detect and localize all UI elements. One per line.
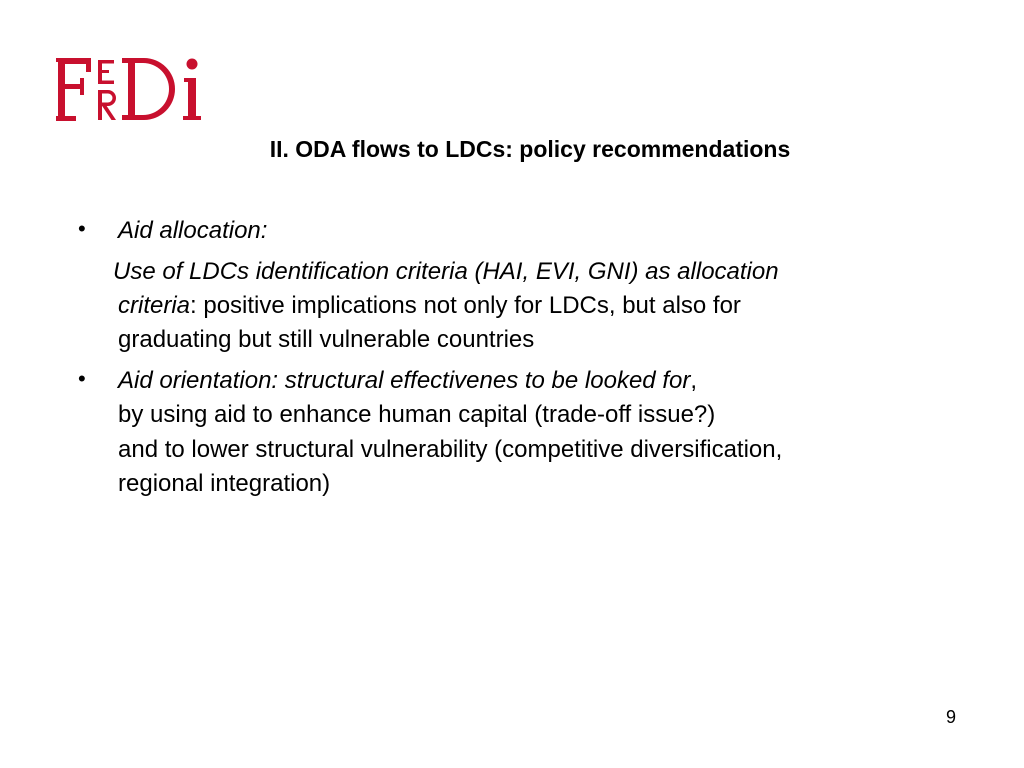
bullet-text-plain: : positive implications not only for LDCs, but also for xyxy=(190,292,741,319)
bullet-heading: Aid allocation: xyxy=(118,217,268,244)
bullet-text-line xyxy=(118,289,741,323)
ferdi-logo xyxy=(56,50,226,126)
bullet-heading-suffix: , xyxy=(690,367,697,394)
slide-title: II. ODA flows to LDCs: policy recommendations xyxy=(269,136,791,162)
bullet-text-line: graduating but still vulnerable countries xyxy=(118,326,535,353)
bullet-text-line: and to lower structural vulnerability (competitive diversification, xyxy=(118,436,783,463)
bullet-marker: • xyxy=(78,216,86,241)
bullet-text-line: by using aid to enhance human capital (trade-off issue?) xyxy=(118,401,716,428)
bullet-text-line: Use of LDCs identification criteria (HAI, EVI, GNI) as allocation xyxy=(113,258,779,285)
bullet-marker: • xyxy=(78,366,86,391)
bullet-heading-italic: Aid orientation: structural effectivenes to be looked for xyxy=(118,367,691,394)
page-number: 9 xyxy=(946,707,957,727)
bullet-text-italic: criteria xyxy=(118,292,191,319)
bullet-text-line: regional integration) xyxy=(118,470,331,497)
bullet-heading xyxy=(118,364,697,398)
